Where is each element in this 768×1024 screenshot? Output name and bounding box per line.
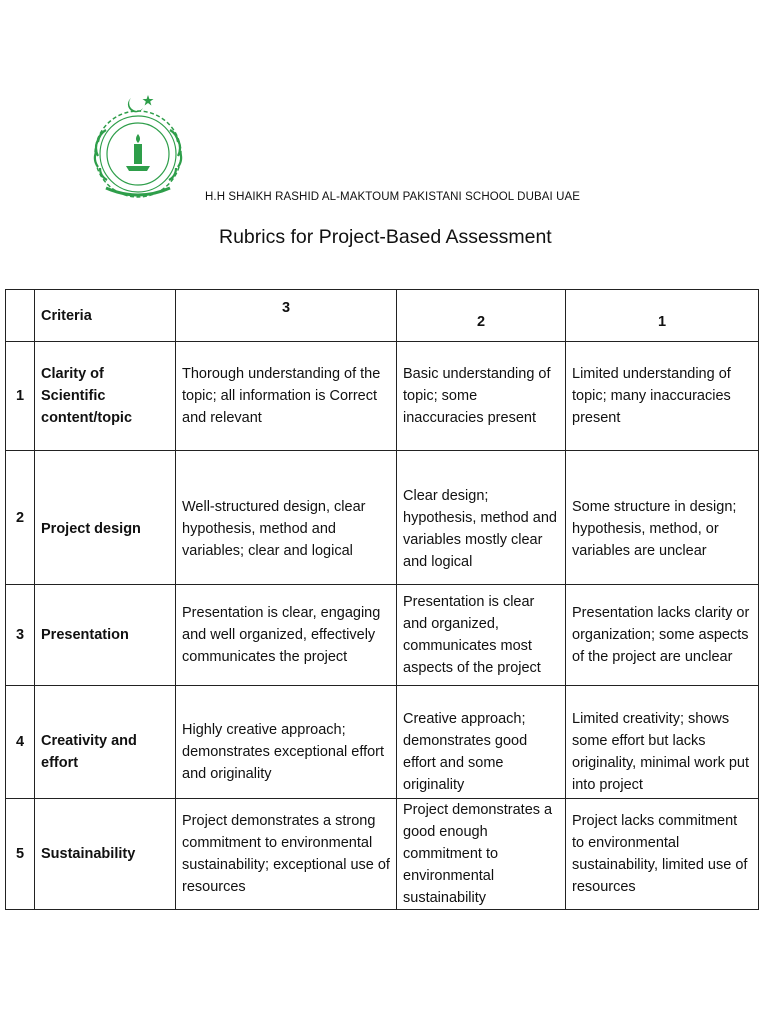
row-score-3-desc: Project demonstrates a strong commitment to environmental sustainability; exceptional use of resources <box>176 799 397 910</box>
row-score-2-desc: Presentation is clear and organized, communicates most aspects of the project <box>397 585 566 686</box>
header-score-1-label: 1 <box>657 313 667 330</box>
table-row <box>6 799 759 910</box>
row-number: 5 <box>6 799 35 910</box>
row-number: 2 <box>6 451 35 585</box>
table-row <box>6 686 759 799</box>
row-criteria: Creativity and effort <box>35 686 176 799</box>
row-score-2-desc: Clear design; hypothesis, method and variables mostly clear and logical <box>397 451 566 585</box>
header-score-2 <box>397 290 566 342</box>
row-score-1-desc: Presentation lacks clarity or organization; some aspects of the project are unclear <box>566 585 759 686</box>
row-score-2-desc: Project demonstrates a good enough commitment to environmental sustainability <box>397 799 566 910</box>
row-score-2-desc: Creative approach; demonstrates good effort and some originality <box>397 686 566 799</box>
row-number: 1 <box>6 342 35 451</box>
table-row <box>6 342 759 451</box>
table-row <box>6 451 759 585</box>
rubric-table <box>5 289 759 910</box>
row-score-3-desc: Well-structured design, clear hypothesis, method and variables; clear and logical <box>176 451 397 585</box>
row-score-1-desc: Limited creativity; shows some effort but lacks originality, minimal work put into project <box>566 686 759 799</box>
row-score-3-desc: Thorough understanding of the topic; all information is Correct and relevant <box>176 342 397 451</box>
row-score-2-desc: Basic understanding of topic; some inaccuracies present <box>397 342 566 451</box>
school-crest-icon <box>86 92 190 204</box>
table-row <box>6 585 759 686</box>
row-criteria: Clarity of Scientific content/topic <box>35 342 176 451</box>
row-score-1-desc: Some structure in design; hypothesis, method, or variables are unclear <box>566 451 759 585</box>
row-score-1-desc: Project lacks commitment to environmental sustainability, limited use of resources <box>566 799 759 910</box>
header-score-1 <box>566 290 759 342</box>
header-score-2-label: 2 <box>476 313 486 330</box>
school-name: H.H SHAIKH RASHID AL-MAKTOUM PAKISTANI SCHOOL DUBAI UAE <box>205 191 581 203</box>
header-criteria: Criteria <box>35 290 176 342</box>
header-score-3 <box>176 290 397 342</box>
row-score-1-desc: Limited understanding of topic; many inaccuracies present <box>566 342 759 451</box>
row-number: 4 <box>6 686 35 799</box>
row-criteria: Sustainability <box>35 799 176 910</box>
row-criteria: Project design <box>35 451 176 585</box>
row-number: 3 <box>6 585 35 686</box>
header-number-cell <box>6 290 35 342</box>
row-score-3-desc: Presentation is clear, engaging and well organized, effectively communicates the project <box>176 585 397 686</box>
row-score-3-desc: Highly creative approach; demonstrates exceptional effort and originality <box>176 686 397 799</box>
row-criteria: Presentation <box>35 585 176 686</box>
header-score-3-label: 3 <box>281 299 291 316</box>
table-header-row <box>6 290 759 342</box>
document-title: Rubrics for Project-Based Assessment <box>219 226 552 248</box>
